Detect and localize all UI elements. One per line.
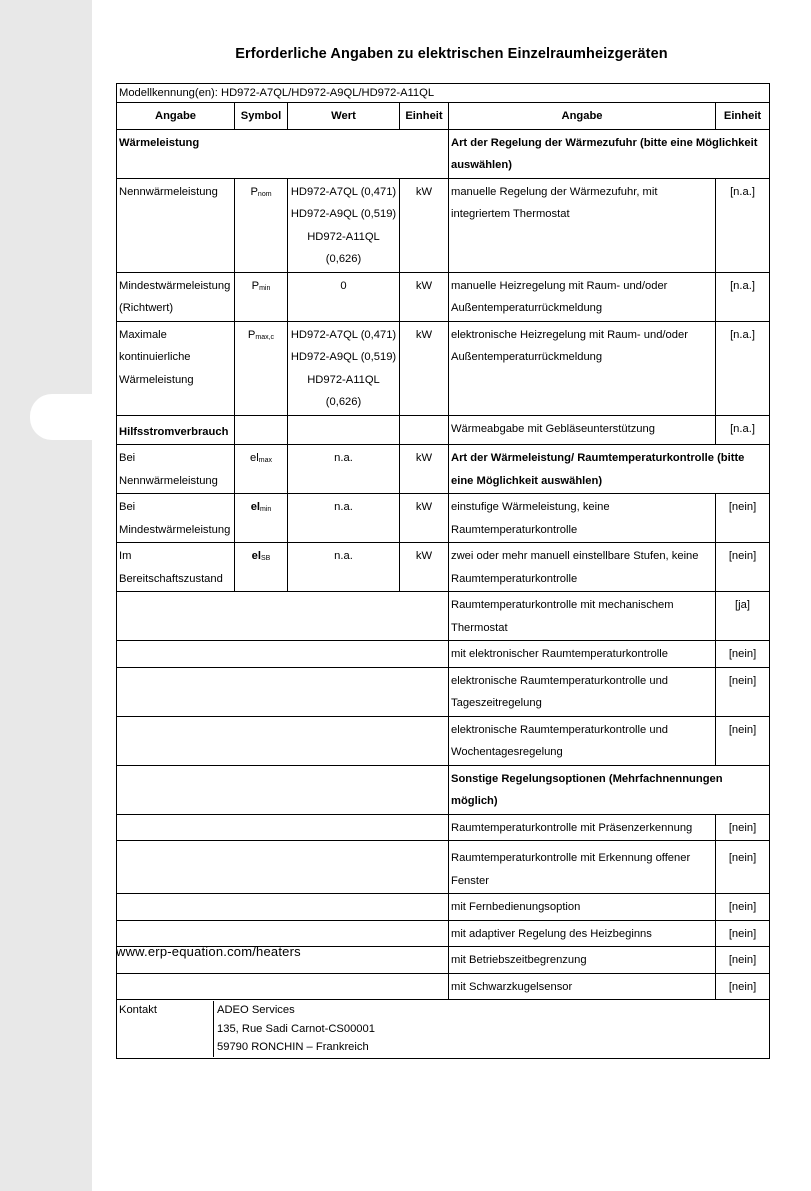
elmax-symbol: $el_{max}$ [235, 445, 288, 494]
section-sonstige: Sonstige Regelungsoptionen (Mehrfachnennungen möglich) [449, 765, 770, 814]
max-unit: kW [400, 321, 449, 415]
min-label: Mindestwärmeleistung (Richtwert) [117, 272, 235, 321]
nenn-value: HD972-A9QL (0,519) [290, 208, 397, 220]
header-angabe-right: Angabe [449, 103, 716, 130]
contact-label: Kontakt [119, 1001, 214, 1057]
table-row [117, 543, 770, 592]
table-row [117, 272, 770, 321]
max-symbol: $P_{max,c}$ [235, 321, 288, 415]
page-title: Erforderliche Angaben zu elektrischen Einzelraumheizgeräten [235, 46, 668, 62]
contact-line: 135, Rue Sadi Carnot-CS00001 [217, 1022, 375, 1035]
table-row [117, 716, 770, 765]
kontrolle-option-3: Raumtemperaturkontrolle mit mechanischem Thermostat [449, 592, 716, 641]
section-waermeleistung: Wärmeleistung [117, 129, 449, 178]
sonstige-option-2: Raumtemperaturkontrolle mit Erkennung offener Fenster [449, 841, 716, 894]
max-label: Maximale kontinuierliche Wärmeleistung [117, 321, 235, 415]
kontrolle-value-1: [nein] [716, 494, 770, 543]
regelung-value-4: [n.a.] [716, 415, 770, 445]
nenn-value: HD972-A7QL (0,471) [290, 185, 397, 198]
website-url: www.erp-equation.com/heaters [116, 944, 301, 959]
regelung-option-2: manuelle Heizregelung mit Raum- und/oder Außentemperaturrückmeldung [449, 272, 716, 321]
min-symbol: $P_{min}$ [235, 272, 288, 321]
kontrolle-value-4: [nein] [716, 641, 770, 668]
elsb-unit: kW [400, 543, 449, 592]
section-hilfsstrom: Hilfsstromverbrauch [117, 415, 235, 445]
page-tab [30, 394, 92, 440]
kontrolle-option-4: mit elektronischer Raumtemperaturkontrolle [449, 641, 716, 668]
sonstige-value-6: [nein] [716, 973, 770, 1000]
table-row [117, 765, 770, 814]
max-value: HD972-A11QL (0,626) [307, 373, 380, 408]
elsb-value: n.a. [288, 543, 400, 592]
header-symbol: Symbol [235, 103, 288, 130]
table-row [117, 321, 770, 415]
regelung-value-3: [n.a.] [716, 321, 770, 415]
contact-line: ADEO Services [217, 1004, 295, 1016]
sonstige-value-5: [nein] [716, 947, 770, 974]
kontrolle-option-6: elektronische Raumtemperaturkontrolle und Wochentagesregelung [449, 716, 716, 765]
sonstige-option-5: mit Betriebszeitbegrenzung [449, 947, 716, 974]
sonstige-option-4: mit adaptiver Regelung des Heizbeginns [449, 920, 716, 947]
nenn-label: Nennwärmeleistung [117, 178, 235, 272]
elsb-symbol: $el_{SB}$ [235, 543, 288, 592]
table-row [117, 178, 770, 272]
header-einheit: Einheit [400, 103, 449, 130]
table-row [117, 920, 770, 947]
elmax-label: Bei Nennwärmeleistung [117, 445, 235, 494]
table-row [117, 415, 770, 445]
kontrolle-value-3: [ja] [716, 592, 770, 641]
kontrolle-value-2: [nein] [716, 543, 770, 592]
contact-line: 59790 RONCHIN – Frankreich [217, 1041, 369, 1053]
header-wert: Wert [288, 103, 400, 130]
kontrolle-value-6: [nein] [716, 716, 770, 765]
kontrolle-option-5: elektronische Raumtemperaturkontrolle und Tageszeitregelung [449, 667, 716, 716]
regelung-value-2: [n.a.] [716, 272, 770, 321]
table-row [117, 973, 770, 1000]
regelung-option-1: manuelle Regelung der Wärmezufuhr, mit integriertem Thermostat [449, 178, 716, 272]
page-margin-bar [0, 0, 92, 1191]
header-einheit-right: Einheit [716, 103, 770, 130]
max-value: HD972-A9QL (0,519) [290, 351, 397, 363]
elmin-symbol: $el_{min}$ [235, 494, 288, 543]
section-regelung: Art der Regelung der Wärmezufuhr (bitte eine Möglichkeit auswählen) [449, 129, 770, 178]
nenn-symbol: $P_{nom}$ [235, 178, 288, 272]
nenn-unit: kW [400, 178, 449, 272]
nenn-value: HD972-A11QL (0,626) [307, 230, 380, 265]
table-row [117, 445, 770, 494]
table-row [117, 814, 770, 841]
sonstige-value-2: [nein] [716, 841, 770, 894]
max-values [288, 321, 400, 415]
table-row [117, 641, 770, 668]
sonstige-option-6: mit Schwarzkugelsensor [449, 973, 716, 1000]
contact-address [217, 1001, 375, 1057]
sonstige-option-3: mit Fernbedienungsoption [449, 894, 716, 921]
sonstige-value-1: [nein] [716, 814, 770, 841]
elmin-unit: kW [400, 494, 449, 543]
min-unit: kW [400, 272, 449, 321]
min-value: 0 [288, 272, 400, 321]
table-row [117, 667, 770, 716]
nenn-values [288, 178, 400, 272]
sonstige-option-1: Raumtemperaturkontrolle mit Präsenzerkennung [449, 814, 716, 841]
elmax-unit: kW [400, 445, 449, 494]
table-row [117, 592, 770, 641]
section-kontrolle: Art der Wärmeleistung/ Raumtemperaturkontrolle (bitte eine Möglichkeit auswählen) [449, 445, 770, 494]
table-row [117, 841, 770, 894]
elsb-label: Im Bereitschaftszustand [117, 543, 235, 592]
spec-table [116, 83, 770, 1059]
header-angabe: Angabe [117, 103, 235, 130]
model-line: Modellkennung(en): HD972-A7QL/HD972-A9QL/HD972-A11QL [117, 84, 770, 103]
max-value: HD972-A7QL (0,471) [290, 328, 397, 341]
table-row [117, 894, 770, 921]
sonstige-value-3: [nein] [716, 894, 770, 921]
regelung-option-4: Wärmeabgabe mit Gebläseunterstützung [449, 415, 716, 445]
elmax-value: n.a. [288, 445, 400, 494]
regelung-value-1: [n.a.] [716, 178, 770, 272]
kontrolle-option-1: einstufige Wärmeleistung, keine Raumtemperaturkontrolle [449, 494, 716, 543]
contact-row [117, 1000, 770, 1059]
kontrolle-value-5: [nein] [716, 667, 770, 716]
elmin-value: n.a. [288, 494, 400, 543]
regelung-option-3: elektronische Heizregelung mit Raum- und/oder Außentemperaturrückmeldung [449, 321, 716, 415]
sonstige-value-4: [nein] [716, 920, 770, 947]
elmin-label: Bei Mindestwärmeleistung [117, 494, 235, 543]
kontrolle-option-2: zwei oder mehr manuell einstellbare Stufen, keine Raumtemperaturkontrolle [449, 543, 716, 592]
table-row [117, 494, 770, 543]
